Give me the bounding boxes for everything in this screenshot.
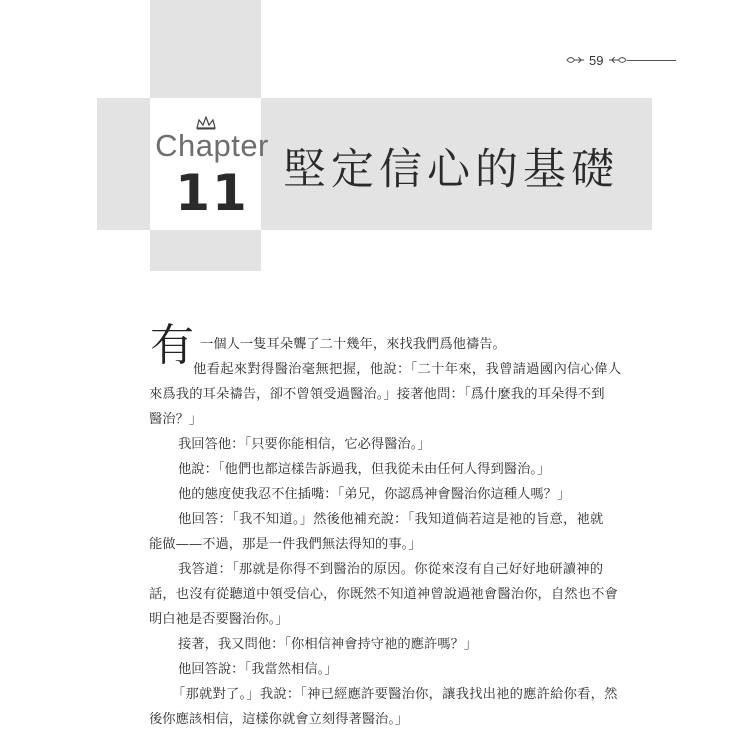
paragraph-line: 來爲我的耳朵禱告，卻不曾領受過醫治。」接著他問：「爲什麼我的耳朵得不到 xyxy=(149,387,605,402)
paragraph-line: 能做——不過，那是一件我們無法得知的事。」 xyxy=(149,537,422,552)
paragraph-line: 「那就對了。」我說：「神已經應許要醫治你，讓我找出祂的應許給你看，然 xyxy=(172,687,618,702)
paragraph-line: 話，也沒有從聽道中領受信心，你既然不知道神曾說過祂會醫治你，自然也不會 xyxy=(149,587,618,602)
right-flourish-icon xyxy=(608,54,627,66)
chapter-label: Chapter xyxy=(155,128,269,163)
page-number: 59 xyxy=(589,52,604,68)
chapter-tab-bottom xyxy=(150,230,261,271)
paragraph-line: 一個人一隻耳朵聾了二十幾年，來找我們爲他禱告。 xyxy=(200,337,506,352)
page-number-rule xyxy=(627,60,676,61)
paragraph-line: 後你應該相信，這樣你就會立刻得著醫治。」 xyxy=(149,712,409,727)
chapter-number: 11 xyxy=(175,164,249,222)
left-flourish-icon xyxy=(566,54,585,66)
paragraph-line: 醫治？」 xyxy=(149,412,203,427)
paragraph-line: 他看起來對得醫治毫無把握，他說：「二十年來，我曾請過國內信心偉人 xyxy=(193,362,622,377)
page-number-area xyxy=(566,48,676,72)
chapter-tab-top xyxy=(150,0,261,98)
paragraph-line: 他回答：「我不知道。」然後他補充說：「我知道倘若這是祂的旨意，祂就 xyxy=(178,512,604,527)
paragraph-line: 明白祂是否要醫治你。」 xyxy=(149,612,289,627)
paragraph-line: 接著，我又問他：「你相信神會持守祂的應許嗎？」 xyxy=(178,637,478,652)
paragraph-line: 他說：「他們也都這樣告訴過我，但我從未由任何人得到醫治。」 xyxy=(178,462,551,477)
paragraph-line: 我答道：「那就是你得不到醫治的原因。你從來沒有自己好好地研讀神的 xyxy=(178,562,604,577)
paragraph-line: 我回答他：「只要你能相信，它必得醫治。」 xyxy=(178,437,431,452)
paragraph-line: 他回答說：「我當然相信。」 xyxy=(178,662,338,677)
drop-cap: 有 xyxy=(150,320,194,371)
chapter-title: 堅定信心的基礎 xyxy=(283,145,619,195)
paragraph-line: 他的態度使我忍不住插嘴：「弟兄，你認爲神會醫治你這種人嗎？」 xyxy=(178,487,571,502)
